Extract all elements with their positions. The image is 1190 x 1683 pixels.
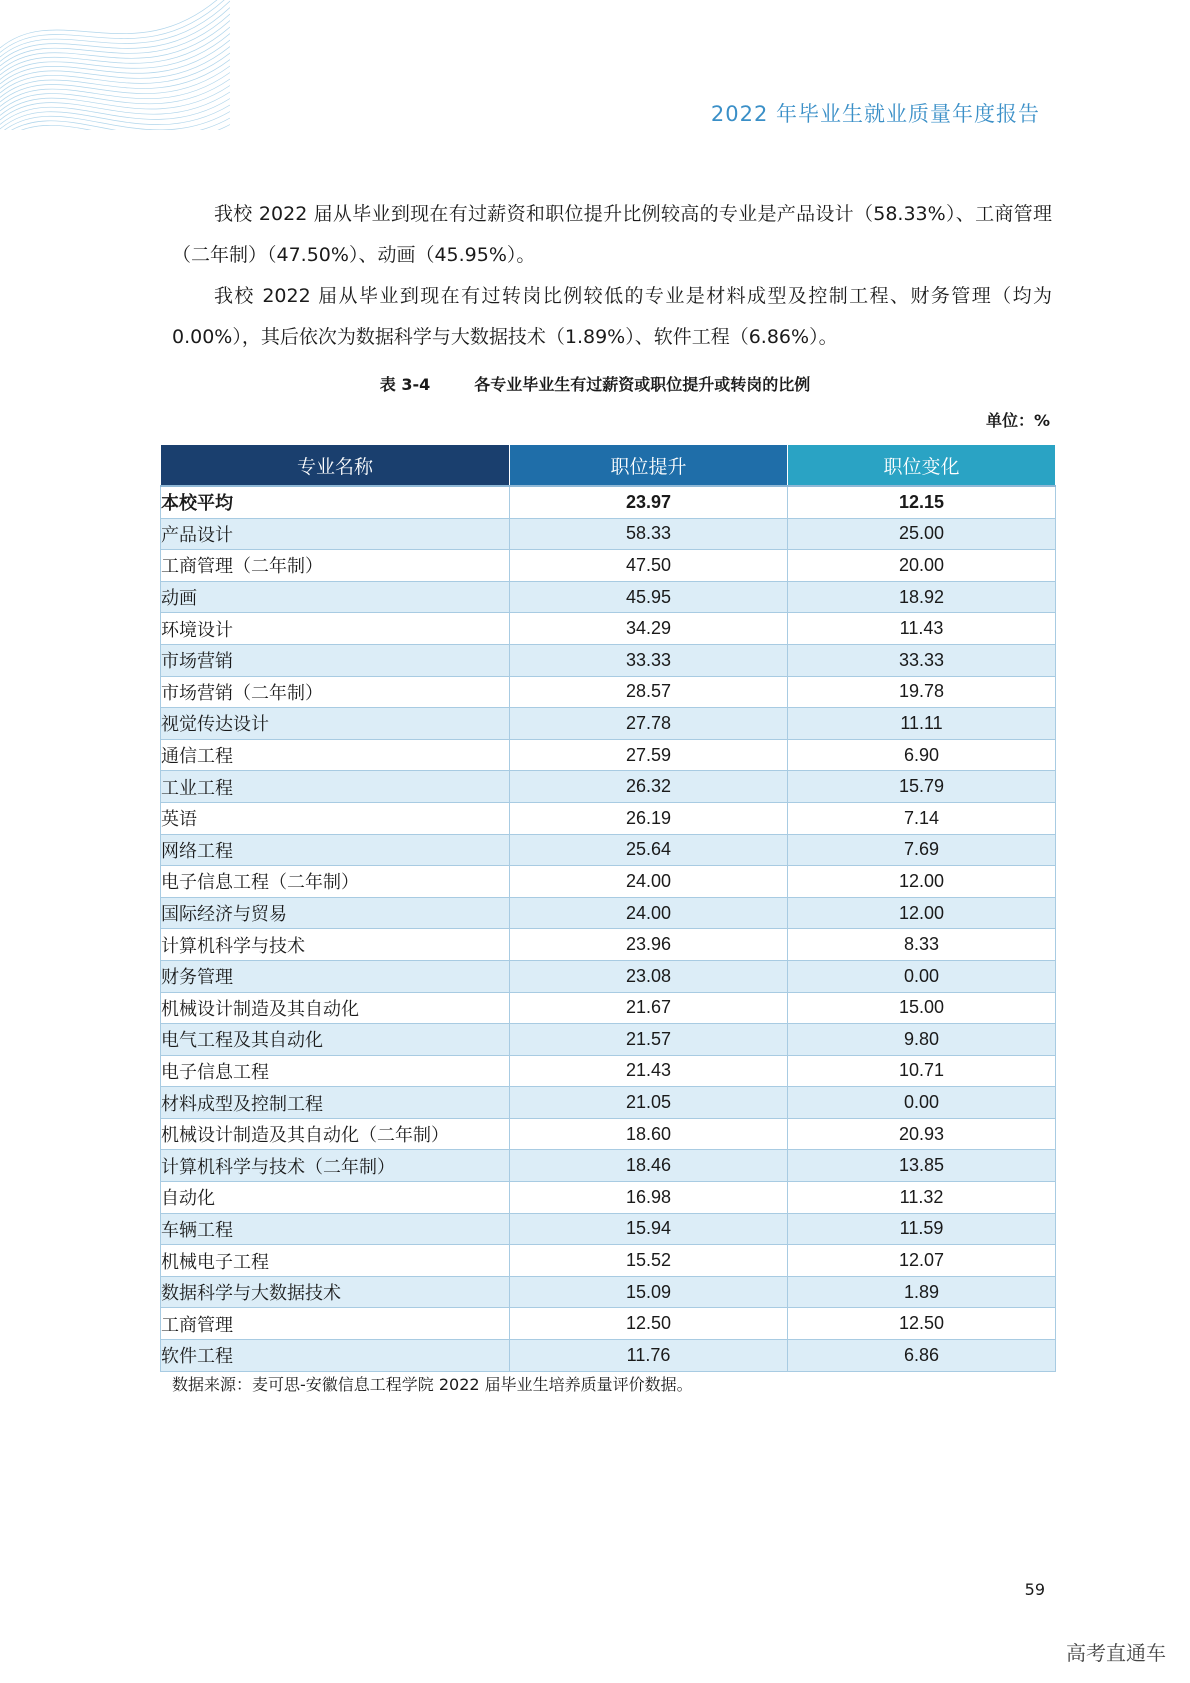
cell-promotion-rate: 24.00	[510, 866, 788, 898]
cell-change-rate: 6.86	[788, 1340, 1056, 1372]
cell-change-rate: 7.14	[788, 802, 1056, 834]
table-row	[161, 1245, 1056, 1277]
cell-change-rate: 0.00	[788, 960, 1056, 992]
table-caption-text: 各专业毕业生有过薪资或职位提升或转岗的比例	[474, 375, 811, 394]
cell-promotion-rate: 21.43	[510, 1055, 788, 1087]
cell-change-rate: 6.90	[788, 739, 1056, 771]
table-row	[161, 1182, 1056, 1214]
table-row-average	[161, 486, 1056, 518]
cell-major-name: 市场营销	[161, 644, 510, 676]
cell-major-name: 工业工程	[161, 771, 510, 803]
cell-promotion-rate: 27.78	[510, 708, 788, 740]
cell-change-rate: 12.00	[788, 866, 1056, 898]
cell-major-name: 工商管理	[161, 1308, 510, 1340]
cell-promotion-rate: 27.59	[510, 739, 788, 771]
cell-change-rate: 15.00	[788, 992, 1056, 1024]
table-row	[161, 1150, 1056, 1182]
cell-major-name: 网络工程	[161, 834, 510, 866]
cell-change-rate: 7.69	[788, 834, 1056, 866]
cell-promotion-rate: 33.33	[510, 644, 788, 676]
cell-promotion-rate: 34.29	[510, 613, 788, 645]
table-row	[161, 1024, 1056, 1056]
cell-change-rate: 11.11	[788, 708, 1056, 740]
cell-promotion-rate: 58.33	[510, 518, 788, 550]
table-caption	[0, 372, 1190, 395]
cell-promotion-rate: 18.60	[510, 1118, 788, 1150]
table-row	[161, 1118, 1056, 1150]
table-row	[161, 1308, 1056, 1340]
cell-major-name: 市场营销（二年制）	[161, 676, 510, 708]
table-row	[161, 834, 1056, 866]
cell-major-name: 本校平均	[161, 486, 510, 518]
cell-change-rate: 12.50	[788, 1308, 1056, 1340]
table-row	[161, 1087, 1056, 1119]
table-row	[161, 518, 1056, 550]
cell-promotion-rate: 21.05	[510, 1087, 788, 1119]
column-header-major: 专业名称	[161, 445, 510, 487]
cell-promotion-rate: 16.98	[510, 1182, 788, 1214]
cell-major-name: 计算机科学与技术（二年制）	[161, 1150, 510, 1182]
data-source-note: 数据来源：麦可思-安徽信息工程学院 2022 届毕业生培养质量评价数据。	[172, 1375, 693, 1394]
cell-major-name: 工商管理（二年制）	[161, 550, 510, 582]
table-row	[161, 644, 1056, 676]
cell-change-rate: 11.43	[788, 613, 1056, 645]
table-row	[161, 613, 1056, 645]
wave-line	[0, 1, 230, 57]
cell-major-name: 英语	[161, 802, 510, 834]
cell-major-name: 软件工程	[161, 1340, 510, 1372]
decorative-wave-lines	[0, 0, 230, 130]
cell-major-name: 电子信息工程（二年制）	[161, 866, 510, 898]
table-row	[161, 992, 1056, 1024]
cell-major-name: 动画	[161, 581, 510, 613]
table-row	[161, 929, 1056, 961]
cell-change-rate: 10.71	[788, 1055, 1056, 1087]
table-row	[161, 1055, 1056, 1087]
paragraph-transfer-summary: 我校 2022 届从毕业到现在有过转岗比例较低的专业是材料成型及控制工程、财务管理（均为 0.00%），其后依次为数据科学与大数据技术（1.89%）、软件工程（6.86%）。	[172, 285, 1052, 348]
cell-promotion-rate: 23.96	[510, 929, 788, 961]
cell-promotion-rate: 45.95	[510, 581, 788, 613]
table-row	[161, 1340, 1056, 1372]
table-row	[161, 960, 1056, 992]
cell-major-name: 产品设计	[161, 518, 510, 550]
cell-major-name: 通信工程	[161, 739, 510, 771]
report-header-title: 2022 年毕业生就业质量年度报告	[710, 102, 1040, 126]
table-body	[161, 486, 1056, 1371]
cell-promotion-rate: 15.94	[510, 1213, 788, 1245]
table-row	[161, 897, 1056, 929]
table-header-row	[161, 445, 1056, 487]
cell-change-rate: 8.33	[788, 929, 1056, 961]
cell-major-name: 电气工程及其自动化	[161, 1024, 510, 1056]
cell-promotion-rate: 18.46	[510, 1150, 788, 1182]
column-header-promotion: 职位提升	[510, 445, 788, 487]
cell-change-rate: 25.00	[788, 518, 1056, 550]
paragraph-promotion-summary: 我校 2022 届从毕业到现在有过薪资和职位提升比例较高的专业是产品设计（58.33%）、工商管理（二年制）（47.50%）、动画（45.95%）。	[172, 203, 1052, 266]
table-row	[161, 866, 1056, 898]
major-promotion-table	[160, 444, 1056, 1372]
table-unit-label: 单位：%	[985, 411, 1050, 430]
cell-major-name: 机械设计制造及其自动化	[161, 992, 510, 1024]
table-row	[161, 581, 1056, 613]
cell-change-rate: 12.00	[788, 897, 1056, 929]
table-row	[161, 550, 1056, 582]
cell-promotion-rate: 26.32	[510, 771, 788, 803]
cell-change-rate: 11.32	[788, 1182, 1056, 1214]
cell-change-rate: 15.79	[788, 771, 1056, 803]
cell-major-name: 机械设计制造及其自动化（二年制）	[161, 1118, 510, 1150]
cell-major-name: 车辆工程	[161, 1213, 510, 1245]
cell-major-name: 机械电子工程	[161, 1245, 510, 1277]
cell-promotion-rate: 15.52	[510, 1245, 788, 1277]
cell-major-name: 环境设计	[161, 613, 510, 645]
cell-promotion-rate: 23.08	[510, 960, 788, 992]
table-row	[161, 1213, 1056, 1245]
cell-promotion-rate: 12.50	[510, 1308, 788, 1340]
table-row	[161, 739, 1056, 771]
cell-promotion-rate: 24.00	[510, 897, 788, 929]
cell-promotion-rate: 25.64	[510, 834, 788, 866]
cell-promotion-rate: 21.57	[510, 1024, 788, 1056]
cell-change-rate: 20.00	[788, 550, 1056, 582]
column-header-change: 职位变化	[788, 445, 1056, 487]
table-row	[161, 802, 1056, 834]
cell-major-name: 财务管理	[161, 960, 510, 992]
wave-line	[0, 14, 230, 66]
cell-change-rate: 1.89	[788, 1276, 1056, 1308]
cell-change-rate: 11.59	[788, 1213, 1056, 1245]
cell-major-name: 自动化	[161, 1182, 510, 1214]
cell-promotion-rate: 11.76	[510, 1340, 788, 1372]
cell-promotion-rate: 21.67	[510, 992, 788, 1024]
wave-line	[0, 40, 230, 84]
cell-promotion-rate: 23.97	[510, 486, 788, 518]
table-caption-number: 表 3-4	[379, 375, 431, 394]
cell-change-rate: 9.80	[788, 1024, 1056, 1056]
cell-change-rate: 12.07	[788, 1245, 1056, 1277]
cell-change-rate: 18.92	[788, 581, 1056, 613]
cell-change-rate: 19.78	[788, 676, 1056, 708]
table-row	[161, 771, 1056, 803]
cell-promotion-rate: 15.09	[510, 1276, 788, 1308]
table-row	[161, 676, 1056, 708]
cell-change-rate: 20.93	[788, 1118, 1056, 1150]
cell-promotion-rate: 47.50	[510, 550, 788, 582]
wave-line	[0, 8, 230, 62]
cell-change-rate: 33.33	[788, 644, 1056, 676]
watermark-text: 高考直通车	[1066, 1641, 1166, 1665]
cell-promotion-rate: 26.19	[510, 802, 788, 834]
table-row	[161, 1276, 1056, 1308]
cell-promotion-rate: 28.57	[510, 676, 788, 708]
cell-change-rate: 0.00	[788, 1087, 1056, 1119]
cell-major-name: 数据科学与大数据技术	[161, 1276, 510, 1308]
cell-major-name: 电子信息工程	[161, 1055, 510, 1087]
cell-major-name: 计算机科学与技术	[161, 929, 510, 961]
cell-major-name: 视觉传达设计	[161, 708, 510, 740]
cell-major-name: 材料成型及控制工程	[161, 1087, 510, 1119]
cell-change-rate: 13.85	[788, 1150, 1056, 1182]
page-number: 59	[1024, 1580, 1045, 1599]
cell-major-name: 国际经济与贸易	[161, 897, 510, 929]
cell-change-rate: 12.15	[788, 486, 1056, 518]
table-row	[161, 708, 1056, 740]
